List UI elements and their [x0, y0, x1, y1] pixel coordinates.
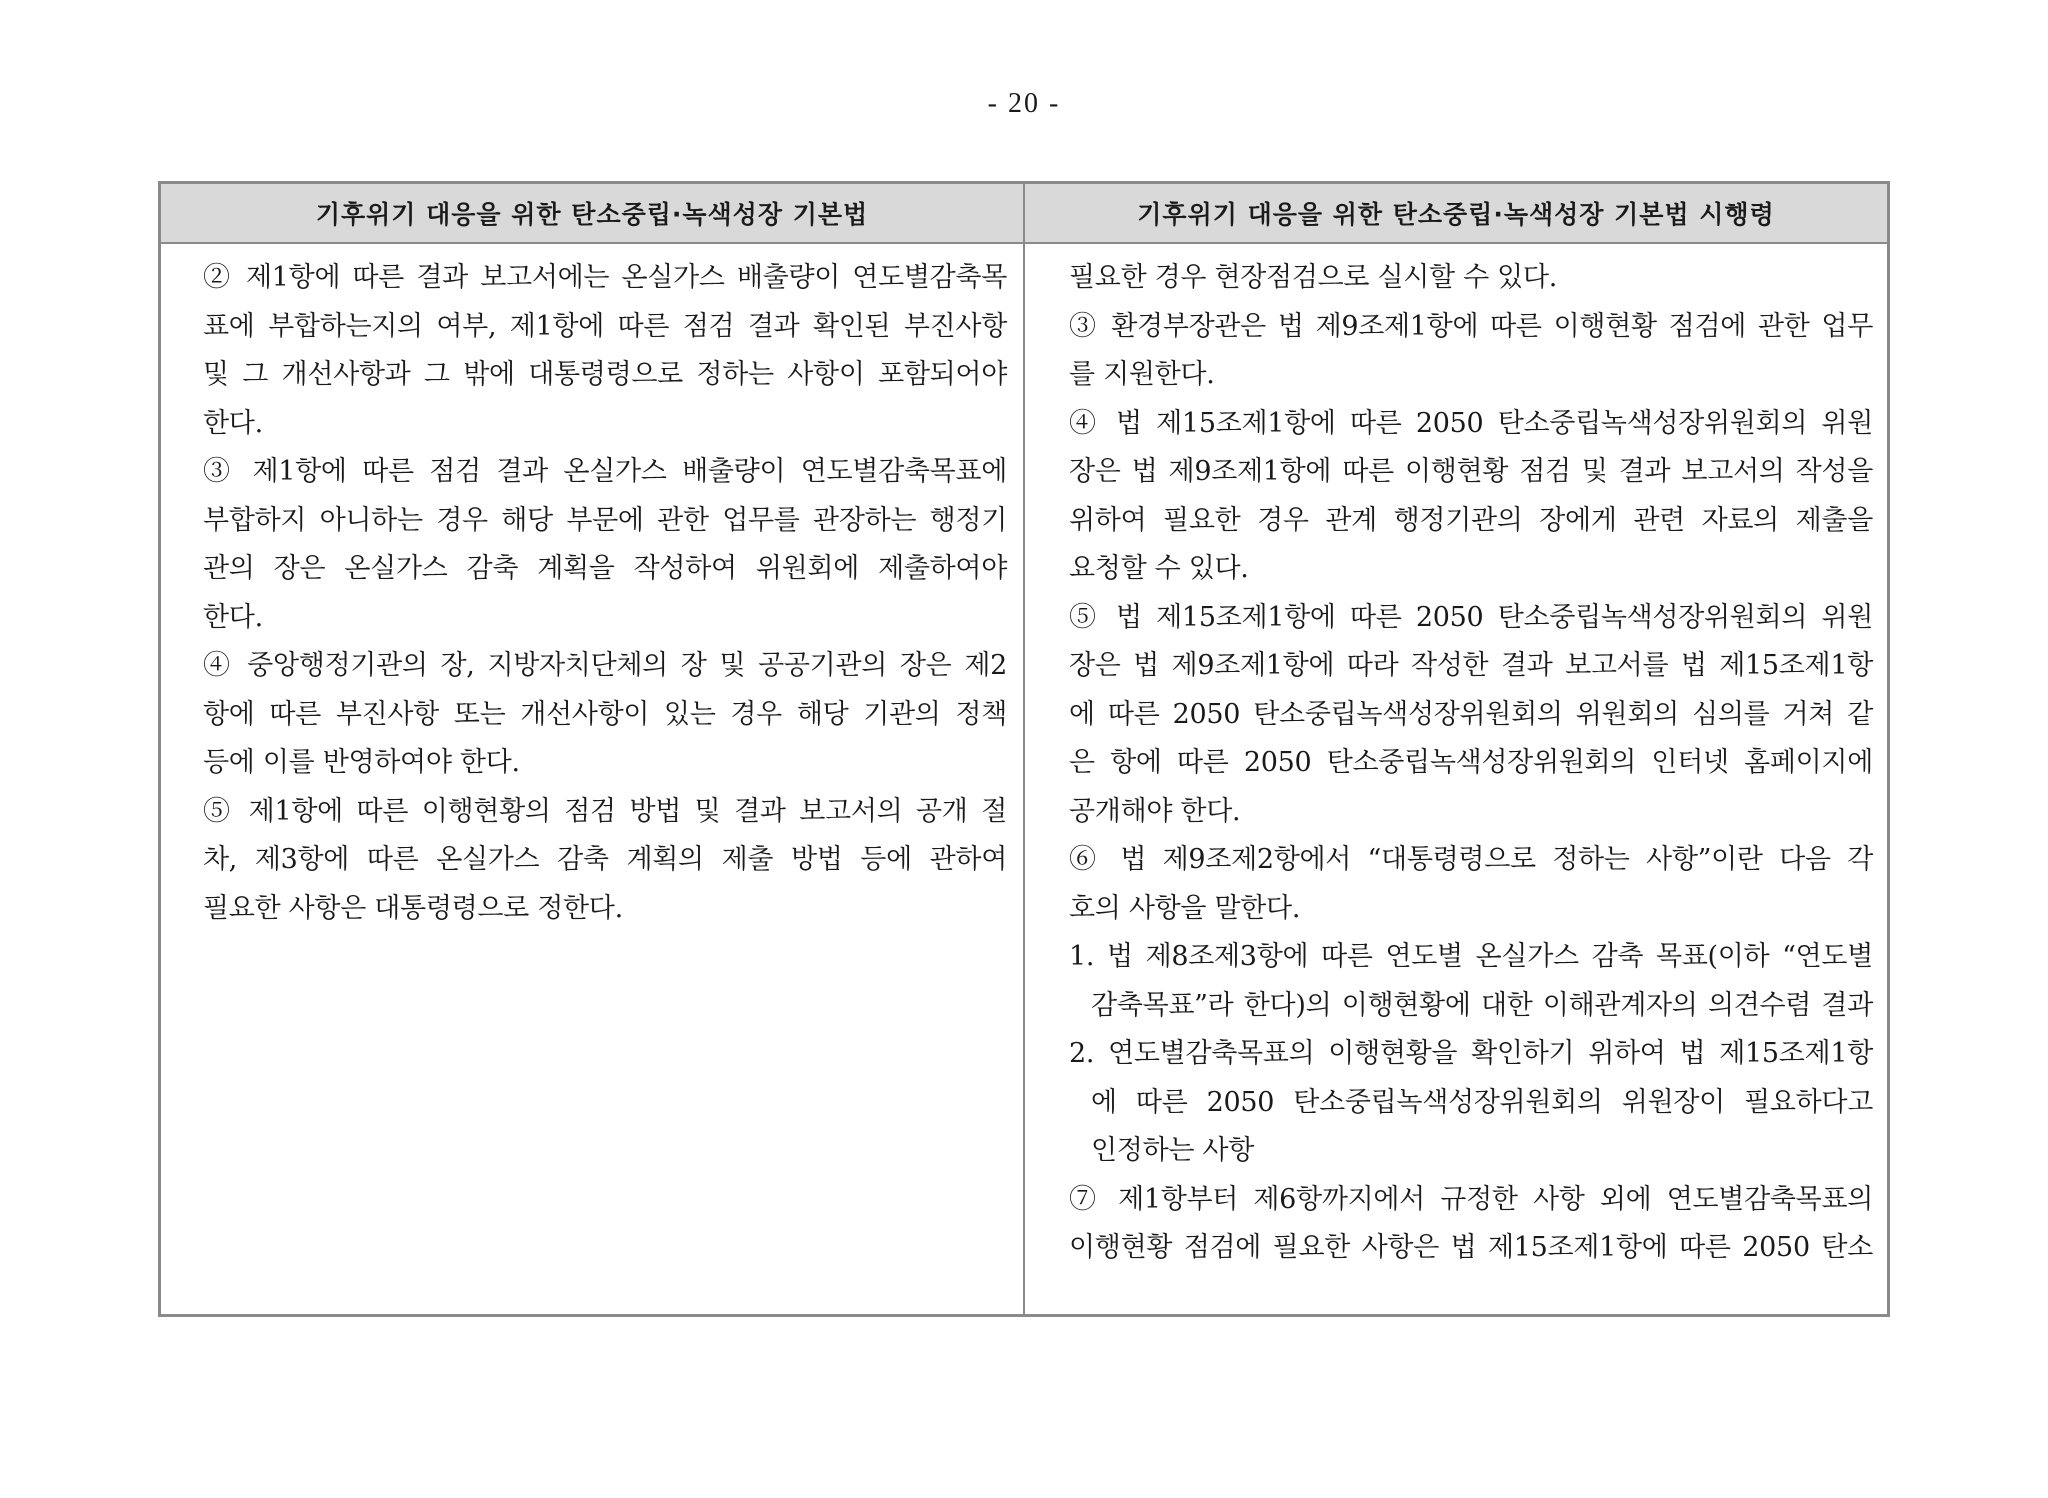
act-line: 표에 부합하는지의 여부, 제1항에 따른 점검 결과 확인된 부진사항: [203, 310, 1007, 342]
act-line: 차, 제3항에 따른 온실가스 감축 계획의 제출 방법 등에 관하여: [203, 844, 1007, 875]
decree-line: 은 항에 따른 2050 탄소중립녹색성장위원회의 인터넷 홈페이지에: [1069, 747, 1873, 778]
decree-item-line: 감축목표”라 한다)의 이행현황에 대한 이해관계자의 의견수렴 결과: [1091, 989, 1873, 1021]
act-line: ② 제1항에 따른 결과 보고서에는 온실가스 배출량이 연도별감축목: [203, 262, 1007, 293]
act-line: 한다.: [203, 601, 263, 633]
decree-line: ⑦ 제1항부터 제6항까지에서 규정한 사항 외에 연도별감축목표의: [1069, 1183, 1873, 1215]
decree-line: 장은 법 제9조제1항에 따라 작성한 결과 보고서를 법 제15조제1항: [1069, 650, 1873, 681]
act-line: 및 그 개선사항과 그 밖에 대통령령으로 정하는 사항이 포함되어야: [203, 359, 1007, 390]
act-line: 관의 장은 온실가스 감축 계획을 작성하여 위원회에 제출하여야: [203, 553, 1007, 584]
decree-line: 를 지원한다.: [1069, 359, 1215, 390]
page-number: - 20 -: [987, 88, 1061, 119]
act-line: ④ 중앙행정기관의 장, 지방자치단체의 장 및 공공기관의 장은 제2: [203, 650, 1007, 681]
decree-line: 장은 법 제9조제1항에 따른 이행현황 점검 및 결과 보고서의 작성을: [1069, 456, 1873, 487]
decree-item-line: 에 따른 2050 탄소중립녹색성장위원회의 위원장이 필요하다고: [1091, 1086, 1873, 1118]
decree-line: 요청할 수 있다.: [1069, 553, 1249, 584]
table-header-row: [161, 184, 1887, 244]
act-line: 한다.: [203, 407, 263, 439]
decree-line: ⑥ 법 제9조제2항에서 “대통령령으로 정하는 사항”이란 다음 각: [1069, 844, 1873, 875]
table-body-row: [161, 244, 1887, 1314]
decree-line: ⑤ 법 제15조제1항에 따른 2050 탄소중립녹색성장위원회의 위원: [1069, 601, 1873, 633]
decree-line: 필요한 경우 현장점검으로 실시할 수 있다.: [1069, 262, 1557, 293]
act-line: 필요한 사항은 대통령령으로 정한다.: [203, 892, 623, 924]
decree-line: 호의 사항을 말한다.: [1069, 892, 1301, 924]
decree-line: 이행현황 점검에 필요한 사항은 법 제15조제1항에 따른 2050 탄소: [1069, 1232, 1873, 1263]
decree-column: [1025, 244, 1887, 1314]
decree-item-line: 1. 법 제8조제3항에 따른 연도별 온실가스 감축 목표(이하 “연도별: [1069, 941, 1873, 972]
act-line: 부합하지 아니하는 경우 해당 부문에 관한 업무를 관장하는 행정기: [203, 504, 1007, 536]
decree-line: 에 따른 2050 탄소중립녹색성장위원회의 위원회의 심의를 거쳐 같: [1069, 698, 1873, 730]
comparison-table: [158, 181, 1890, 1317]
act-line: 등에 이를 반영하여야 한다.: [203, 747, 520, 778]
decree-line: ③ 환경부장관은 법 제9조제1항에 따른 이행현황 점검에 관한 업무: [1069, 310, 1873, 342]
act-line: ③ 제1항에 따른 점검 결과 온실가스 배출량이 연도별감축목표에: [203, 456, 1007, 487]
act-line: ⑤ 제1항에 따른 이행현황의 점검 방법 및 결과 보고서의 공개 절: [203, 795, 1007, 827]
act-column: [161, 244, 1025, 1314]
act-line: 항에 따른 부진사항 또는 개선사항이 있는 경우 해당 기관의 정책: [203, 698, 1007, 730]
decree-line: 공개해야 한다.: [1069, 795, 1241, 827]
header-enforcement-decree: 기후위기 대응을 위한 탄소중립·녹색성장 기본법 시행령: [1137, 200, 1775, 229]
decree-line: 위하여 필요한 경우 관계 행정기관의 장에게 관련 자료의 제출을: [1069, 504, 1873, 536]
decree-line: ④ 법 제15조제1항에 따른 2050 탄소중립녹색성장위원회의 위원: [1069, 407, 1873, 439]
header-act: 기후위기 대응을 위한 탄소중립·녹색성장 기본법: [161, 184, 1025, 242]
decree-item-line: 인정하는 사항: [1091, 1135, 1254, 1166]
decree-item-line: 2. 연도별감축목표의 이행현황을 확인하기 위하여 법 제15조제1항: [1069, 1038, 1873, 1069]
